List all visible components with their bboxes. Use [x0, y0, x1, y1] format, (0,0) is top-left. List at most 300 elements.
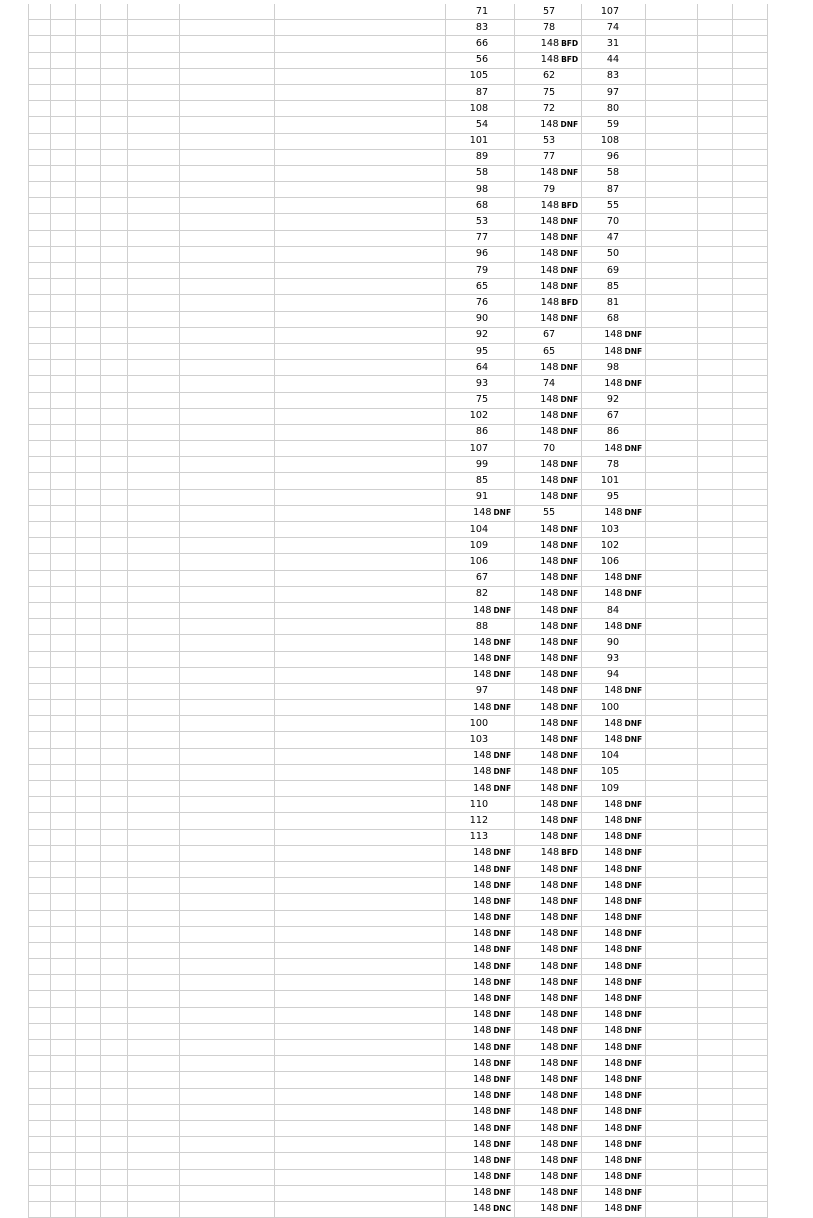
race-score: 88: [475, 620, 489, 632]
sail-number-cell: [128, 1120, 180, 1136]
open-rank-cell: [76, 489, 101, 505]
race-1-cell: [445, 295, 514, 311]
blank-cell: [101, 554, 128, 570]
race-status: DNF: [493, 1042, 512, 1052]
race-score: 148: [604, 620, 623, 632]
total-cell: [697, 117, 732, 133]
race-1-cell: [445, 942, 514, 958]
race-score: 148: [604, 993, 623, 1005]
class-rank-cell: [50, 570, 76, 586]
race-1-cell: [445, 619, 514, 635]
race-score: 148: [604, 1009, 623, 1021]
team-cell: [274, 1185, 445, 1201]
race-2-cell: [515, 117, 582, 133]
table-row: [29, 263, 768, 279]
blank-cell: [101, 959, 128, 975]
race-score: 106: [600, 555, 620, 567]
open-rank-cell: [76, 764, 101, 780]
blank-race-cell: [646, 133, 698, 149]
class-rank-cell: [50, 214, 76, 230]
total-cell: [697, 619, 732, 635]
total-cell: [697, 1137, 732, 1153]
race-3-cell: [582, 1072, 646, 1088]
sail-number-cell: [128, 198, 180, 214]
class-rank-cell: [50, 1007, 76, 1023]
blank-cell: [101, 133, 128, 149]
race-status: DNF: [560, 411, 579, 421]
net-cell: [732, 84, 767, 100]
race-status: DNF: [560, 994, 579, 1004]
race-status: DNF: [624, 1074, 643, 1084]
race-score: 85: [475, 475, 489, 487]
blank-race-cell: [646, 926, 698, 942]
race-3-cell: [582, 635, 646, 651]
race-status: DNF: [624, 621, 643, 631]
race-1-cell: [445, 1072, 514, 1088]
open-rank-cell: [76, 311, 101, 327]
race-status: DNF: [493, 1091, 512, 1101]
net-cell: [732, 392, 767, 408]
race-status: DNF: [493, 1010, 512, 1020]
name-cell: [179, 732, 274, 748]
race-3-cell: [582, 295, 646, 311]
race-status: DNF: [624, 1010, 643, 1020]
net-cell: [732, 829, 767, 845]
open-rank-cell: [76, 619, 101, 635]
race-status: DNF: [493, 1026, 512, 1036]
race-score: 101: [469, 135, 489, 147]
class-rank-cell: [50, 797, 76, 813]
race-score: 148: [540, 863, 559, 875]
race-2-cell: [515, 376, 582, 392]
sail-number-cell: [128, 845, 180, 861]
race-3-cell: [582, 1153, 646, 1169]
race-2-cell: [515, 489, 582, 505]
table-row: [29, 651, 768, 667]
race-status: DNF: [560, 1123, 579, 1133]
rank-cell: [29, 813, 51, 829]
team-cell: [274, 1072, 445, 1088]
race-2-cell: [515, 68, 582, 84]
race-score: 98: [606, 361, 620, 373]
race-status: DNF: [560, 686, 579, 696]
class-rank-cell: [50, 1169, 76, 1185]
net-cell: [732, 764, 767, 780]
race-status: DNF: [493, 508, 512, 518]
blank-race-cell: [646, 619, 698, 635]
race-score: 91: [475, 491, 489, 503]
total-cell: [697, 1169, 732, 1185]
race-score: 148: [540, 847, 560, 859]
race-2-cell: [515, 797, 582, 813]
race-status: DNF: [493, 977, 512, 987]
race-score: 148: [540, 523, 559, 535]
open-rank-cell: [76, 343, 101, 359]
race-score: 104: [600, 750, 620, 762]
name-cell: [179, 797, 274, 813]
team-cell: [274, 214, 445, 230]
race-score: 92: [475, 329, 489, 341]
table-row: [29, 959, 768, 975]
race-score: 148: [540, 701, 559, 713]
race-status: DNF: [624, 508, 643, 518]
rank-cell: [29, 36, 51, 52]
team-cell: [274, 554, 445, 570]
total-cell: [697, 878, 732, 894]
race-2-cell: [515, 182, 582, 198]
rank-cell: [29, 117, 51, 133]
sail-number-cell: [128, 1185, 180, 1201]
race-status: DNF: [560, 1139, 579, 1149]
race-score: 148: [604, 863, 623, 875]
name-cell: [179, 619, 274, 635]
race-3-cell: [582, 732, 646, 748]
net-cell: [732, 586, 767, 602]
sail-number-cell: [128, 473, 180, 489]
race-score: 148: [473, 976, 492, 988]
race-score: 67: [606, 410, 620, 422]
race-3-cell: [582, 36, 646, 52]
rank-cell: [29, 959, 51, 975]
blank-race-cell: [646, 327, 698, 343]
race-3-cell: [582, 230, 646, 246]
race-status: DNF: [624, 1026, 643, 1036]
blank-cell: [101, 52, 128, 68]
race-1-cell: [445, 327, 514, 343]
race-1-cell: [445, 910, 514, 926]
race-score: 87: [475, 86, 489, 98]
blank-race-cell: [646, 878, 698, 894]
blank-race-cell: [646, 1007, 698, 1023]
rank-cell: [29, 942, 51, 958]
name-cell: [179, 133, 274, 149]
race-status: DNF: [493, 1172, 512, 1182]
sail-number-cell: [128, 36, 180, 52]
race-score: 148: [604, 329, 623, 341]
race-2-cell: [515, 165, 582, 181]
race-score: 148: [604, 507, 623, 519]
net-cell: [732, 910, 767, 926]
race-score: 78: [606, 458, 620, 470]
race-score: 55: [606, 199, 620, 211]
table-row: [29, 619, 768, 635]
race-score: 109: [600, 782, 620, 794]
name-cell: [179, 1137, 274, 1153]
race-status: DNF: [493, 605, 512, 615]
race-score: 148: [473, 912, 492, 924]
total-cell: [697, 1201, 732, 1217]
total-cell: [697, 926, 732, 942]
rank-cell: [29, 214, 51, 230]
total-cell: [697, 311, 732, 327]
race-2-cell: [515, 959, 582, 975]
race-status: DNF: [624, 1188, 643, 1198]
race-3-cell: [582, 149, 646, 165]
table-row: [29, 570, 768, 586]
race-score: 70: [606, 216, 620, 228]
blank-cell: [101, 619, 128, 635]
race-score: 148: [604, 1154, 623, 1166]
race-score: 148: [540, 879, 559, 891]
total-cell: [697, 295, 732, 311]
net-cell: [732, 1185, 767, 1201]
class-rank-cell: [50, 910, 76, 926]
name-cell: [179, 360, 274, 376]
race-3-cell: [582, 894, 646, 910]
class-rank-cell: [50, 586, 76, 602]
race-score: 148: [604, 734, 623, 746]
race-score: 148: [473, 1025, 492, 1037]
total-cell: [697, 263, 732, 279]
race-status: DNF: [560, 217, 579, 227]
race-2-cell: [515, 408, 582, 424]
race-2-cell: [515, 311, 582, 327]
blank-cell: [101, 36, 128, 52]
table-row: [29, 845, 768, 861]
race-score: 66: [475, 37, 489, 49]
team-cell: [274, 910, 445, 926]
race-3-cell: [582, 1104, 646, 1120]
net-cell: [732, 1137, 767, 1153]
race-status: DNF: [560, 281, 579, 291]
rank-cell: [29, 198, 51, 214]
blank-cell: [101, 683, 128, 699]
blank-cell: [101, 311, 128, 327]
race-status: DNF: [624, 994, 643, 1004]
blank-race-cell: [646, 732, 698, 748]
race-status: DNF: [560, 1204, 579, 1214]
blank-cell: [101, 101, 128, 117]
rank-cell: [29, 1007, 51, 1023]
total-cell: [697, 20, 732, 36]
table-row: [29, 683, 768, 699]
name-cell: [179, 263, 274, 279]
race-3-cell: [582, 165, 646, 181]
net-cell: [732, 68, 767, 84]
class-rank-cell: [50, 554, 76, 570]
race-1-cell: [445, 554, 514, 570]
total-cell: [697, 198, 732, 214]
rank-cell: [29, 1169, 51, 1185]
race-status: DNF: [560, 864, 579, 874]
race-score: 148: [540, 199, 560, 211]
blank-cell: [101, 505, 128, 521]
class-rank-cell: [50, 505, 76, 521]
race-status: DNF: [624, 718, 643, 728]
team-cell: [274, 392, 445, 408]
rank-cell: [29, 1072, 51, 1088]
race-score: 95: [475, 345, 489, 357]
race-score: 54: [475, 118, 489, 130]
race-score: 105: [600, 766, 620, 778]
rank-cell: [29, 619, 51, 635]
open-rank-cell: [76, 926, 101, 942]
blank-race-cell: [646, 182, 698, 198]
sail-number-cell: [128, 732, 180, 748]
class-rank-cell: [50, 894, 76, 910]
race-status: DNF: [624, 848, 643, 858]
name-cell: [179, 991, 274, 1007]
class-rank-cell: [50, 878, 76, 894]
total-cell: [697, 505, 732, 521]
table-row: [29, 360, 768, 376]
net-cell: [732, 230, 767, 246]
blank-race-cell: [646, 1137, 698, 1153]
table-row: [29, 522, 768, 538]
net-cell: [732, 424, 767, 440]
team-cell: [274, 1104, 445, 1120]
open-rank-cell: [76, 376, 101, 392]
race-status: DNF: [624, 880, 643, 890]
table-row: [29, 343, 768, 359]
race-score: 148: [540, 37, 560, 49]
race-3-cell: [582, 441, 646, 457]
open-rank-cell: [76, 295, 101, 311]
rank-cell: [29, 424, 51, 440]
class-rank-cell: [50, 1040, 76, 1056]
race-2-cell: [515, 570, 582, 586]
race-score: 77: [542, 151, 556, 163]
open-rank-cell: [76, 68, 101, 84]
name-cell: [179, 1088, 274, 1104]
race-1-cell: [445, 473, 514, 489]
race-score: 148: [473, 669, 492, 681]
race-score: 96: [606, 151, 620, 163]
race-score: 97: [606, 86, 620, 98]
net-cell: [732, 813, 767, 829]
race-1-cell: [445, 343, 514, 359]
net-cell: [732, 554, 767, 570]
blank-race-cell: [646, 813, 698, 829]
race-1-cell: [445, 1153, 514, 1169]
race-3-cell: [582, 764, 646, 780]
net-cell: [732, 360, 767, 376]
name-cell: [179, 457, 274, 473]
race-status: DNF: [560, 1042, 579, 1052]
team-cell: [274, 101, 445, 117]
race-score: 78: [542, 21, 556, 33]
open-rank-cell: [76, 683, 101, 699]
blank-cell: [101, 732, 128, 748]
net-cell: [732, 36, 767, 52]
sail-number-cell: [128, 764, 180, 780]
sail-number-cell: [128, 700, 180, 716]
sail-number-cell: [128, 781, 180, 797]
race-2-cell: [515, 878, 582, 894]
race-score: 148: [473, 507, 492, 519]
rank-cell: [29, 165, 51, 181]
blank-race-cell: [646, 36, 698, 52]
class-rank-cell: [50, 52, 76, 68]
race-1-cell: [445, 522, 514, 538]
race-score: 107: [600, 5, 620, 17]
table-row: [29, 910, 768, 926]
blank-cell: [101, 894, 128, 910]
name-cell: [179, 700, 274, 716]
net-cell: [732, 263, 767, 279]
race-2-cell: [515, 1104, 582, 1120]
race-status: DNF: [560, 896, 579, 906]
race-3-cell: [582, 1137, 646, 1153]
team-cell: [274, 894, 445, 910]
class-rank-cell: [50, 991, 76, 1007]
race-1-cell: [445, 748, 514, 764]
race-score: 148: [473, 1090, 492, 1102]
race-score: 31: [606, 37, 620, 49]
total-cell: [697, 1072, 732, 1088]
blank-cell: [101, 1088, 128, 1104]
race-3-cell: [582, 505, 646, 521]
race-status: DNF: [624, 443, 643, 453]
race-3-cell: [582, 991, 646, 1007]
blank-race-cell: [646, 667, 698, 683]
race-status: DNF: [560, 832, 579, 842]
class-rank-cell: [50, 489, 76, 505]
sail-number-cell: [128, 457, 180, 473]
blank-cell: [101, 991, 128, 1007]
open-rank-cell: [76, 861, 101, 877]
name-cell: [179, 1185, 274, 1201]
race-2-cell: [515, 683, 582, 699]
blank-cell: [101, 1185, 128, 1201]
team-cell: [274, 133, 445, 149]
blank-cell: [101, 829, 128, 845]
race-score: 95: [606, 491, 620, 503]
race-score: 148: [473, 1073, 492, 1085]
net-cell: [732, 52, 767, 68]
race-score: 148: [540, 928, 559, 940]
race-status: DNF: [560, 314, 579, 324]
class-rank-cell: [50, 1104, 76, 1120]
table-row: [29, 295, 768, 311]
table-row: [29, 554, 768, 570]
name-cell: [179, 602, 274, 618]
sail-number-cell: [128, 263, 180, 279]
rank-cell: [29, 246, 51, 262]
race-score: 148: [473, 847, 492, 859]
total-cell: [697, 360, 732, 376]
race-3-cell: [582, 748, 646, 764]
race-status: DNF: [493, 670, 512, 680]
class-rank-cell: [50, 424, 76, 440]
net-cell: [732, 1120, 767, 1136]
total-cell: [697, 182, 732, 198]
class-rank-cell: [50, 651, 76, 667]
name-cell: [179, 942, 274, 958]
net-cell: [732, 505, 767, 521]
net-cell: [732, 1072, 767, 1088]
race-score: 148: [540, 555, 559, 567]
race-status: BFD: [561, 848, 579, 858]
race-status: DNF: [493, 913, 512, 923]
race-2-cell: [515, 392, 582, 408]
race-1-cell: [445, 133, 514, 149]
sail-number-cell: [128, 1072, 180, 1088]
rank-cell: [29, 149, 51, 165]
team-cell: [274, 570, 445, 586]
race-1-cell: [445, 1007, 514, 1023]
team-cell: [274, 4, 445, 20]
blank-cell: [101, 538, 128, 554]
total-cell: [697, 246, 732, 262]
blank-race-cell: [646, 861, 698, 877]
table-row: [29, 117, 768, 133]
team-cell: [274, 424, 445, 440]
team-cell: [274, 926, 445, 942]
class-rank-cell: [50, 1056, 76, 1072]
total-cell: [697, 457, 732, 473]
race-status: DNF: [624, 1155, 643, 1165]
